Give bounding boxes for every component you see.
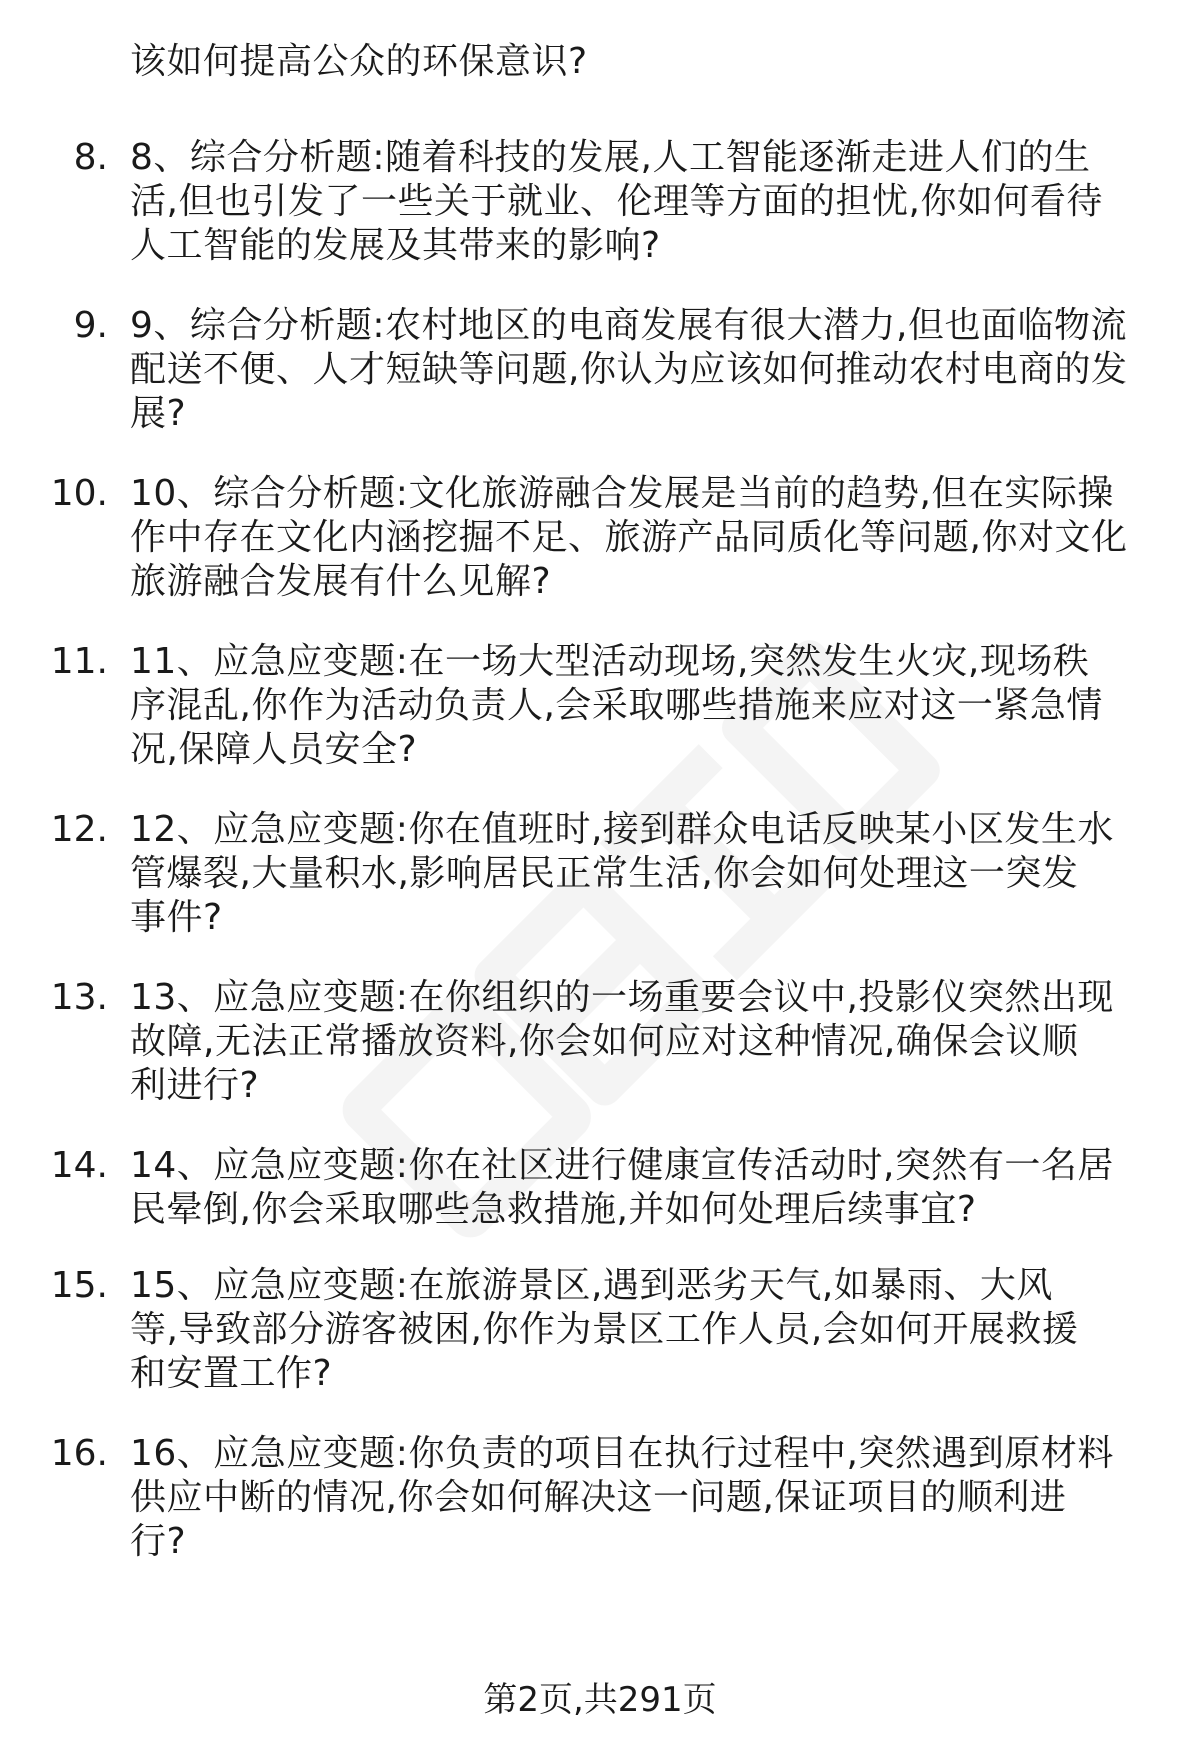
- list-item-text-line: 行?: [130, 1521, 187, 1562]
- list-item-number: 15.: [50, 1265, 108, 1306]
- list-item-text-line: 11、应急应变题:在一场大型活动现场,突然发生火灾,现场秩: [130, 641, 1090, 682]
- list-item-text-line: 序混乱,你作为活动负责人,会采取哪些措施来应对这一紧急情: [130, 685, 1103, 726]
- continuation-line: 该如何提高公众的环保意识?: [130, 41, 588, 82]
- list-item-text-line: 利进行?: [130, 1065, 260, 1106]
- list-item-number: 14.: [50, 1145, 108, 1186]
- list-item-text-line: 管爆裂,大量积水,影响居民正常生活,你会如何处理这一突发: [130, 853, 1079, 894]
- list-item-text-line: 展?: [130, 393, 187, 434]
- page-footer: 第2页,共291页: [483, 1680, 717, 1720]
- list-item-text-line: 10、综合分析题:文化旅游融合发展是当前的趋势,但在实际操: [130, 473, 1114, 514]
- list-item-text-line: 9、综合分析题:农村地区的电商发展有很大潜力,但也面临物流: [130, 305, 1127, 346]
- list-item-text-line: 旅游融合发展有什么见解?: [130, 561, 552, 602]
- list-item-number: 9.: [73, 305, 108, 346]
- list-item-number: 12.: [50, 809, 108, 850]
- list-item-text-line: 故障,无法正常播放资料,你会如何应对这种情况,确保会议顺: [130, 1021, 1079, 1062]
- list-item-number: 11.: [50, 641, 108, 682]
- list-item-number: 8.: [73, 137, 108, 178]
- list-item-number: 13.: [50, 977, 108, 1018]
- list-item-text-line: 作中存在文化内涵挖掘不足、旅游产品同质化等问题,你对文化: [130, 517, 1128, 558]
- list-item-text-line: 事件?: [130, 897, 223, 938]
- list-item-text-line: 民晕倒,你会采取哪些急救措施,并如何处理后续事宜?: [130, 1189, 977, 1230]
- list-item-text-line: 活,但也引发了一些关于就业、伦理等方面的担忧,你如何看待: [130, 181, 1103, 222]
- list-item-number: 10.: [50, 473, 108, 514]
- list-item-text-line: 13、应急应变题:在你组织的一场重要会议中,投影仪突然出现: [130, 977, 1114, 1018]
- list-item-text-line: 8、综合分析题:随着科技的发展,人工智能逐渐走进人们的生: [130, 137, 1091, 178]
- list-item-text-line: 等,导致部分游客被困,你作为景区工作人员,会如何开展救援: [130, 1309, 1079, 1350]
- list-item-text-line: 14、应急应变题:你在社区进行健康宣传活动时,突然有一名居: [130, 1145, 1114, 1186]
- list-item-text-line: 供应中断的情况,你会如何解决这一问题,保证项目的顺利进: [130, 1477, 1067, 1518]
- list-item-number: 16.: [50, 1433, 108, 1474]
- list-item-text-line: 15、应急应变题:在旅游景区,遇到恶劣天气,如暴雨、大风: [130, 1265, 1053, 1306]
- list-item-text-line: 12、应急应变题:你在值班时,接到群众电话反映某小区发生水: [130, 809, 1114, 850]
- list-item-text-line: 人工智能的发展及其带来的影响?: [130, 225, 661, 266]
- list-item-text-line: 况,保障人员安全?: [130, 729, 418, 770]
- list-item-text-line: 和安置工作?: [130, 1353, 333, 1394]
- list-item-text-line: 配送不便、人才短缺等问题,你认为应该如何推动农村电商的发: [130, 349, 1128, 390]
- list-item-text-line: 16、应急应变题:你负责的项目在执行过程中,突然遇到原材料: [130, 1433, 1114, 1474]
